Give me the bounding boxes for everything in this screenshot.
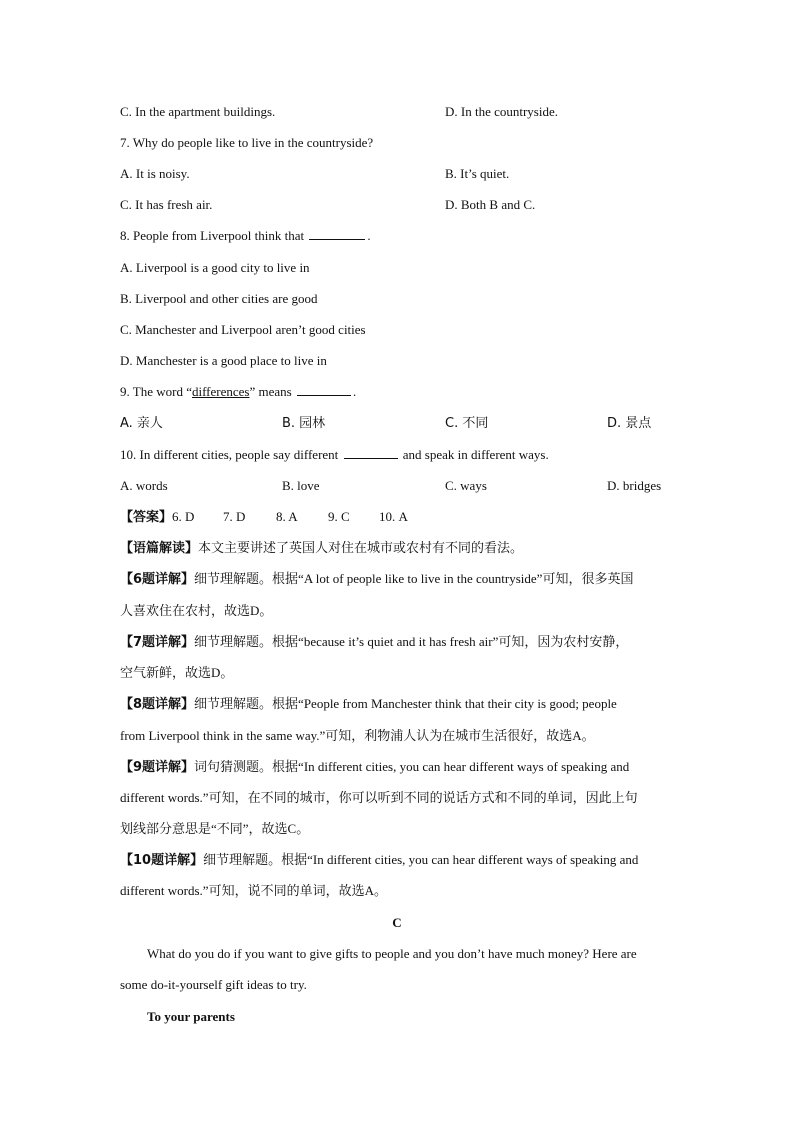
q10-explanation-text: 细节理解题。根据“In different cities, you can hear different ways of speaking and xyxy=(203,852,639,867)
q8-option-c: C. Manchester and Liverpool aren’t good cities xyxy=(120,322,366,337)
q6-explanation-text: 细节理解题。根据“A lot of people like to live in the countryside”可知，很多英国 xyxy=(194,571,634,586)
q8-stem-text: 8. People from Liverpool think that xyxy=(120,228,305,243)
answer-item: 6. D xyxy=(172,509,195,524)
q8-explanation-text: 细节理解题。根据“People from Manchester think that their city is good; people xyxy=(194,696,617,711)
answer-item: 10. A xyxy=(379,509,408,524)
q8-option-d: D. Manchester is a good place to live in xyxy=(120,353,327,368)
passage-paragraph-cont: some do-it-yourself gift ideas to try. xyxy=(120,977,307,992)
q9-option-d: D. 景点 xyxy=(607,416,652,431)
q8-stem-end: . xyxy=(367,228,371,243)
q10-stem-end: and speak in different ways. xyxy=(402,447,549,462)
q6-option-c: C. In the apartment buildings. xyxy=(120,104,276,119)
answer-blank xyxy=(297,384,351,396)
answer-item: 8. A xyxy=(276,509,298,524)
passage-paragraph: What do you do if you want to give gifts to people and you don’t have much money? Here are xyxy=(147,946,637,961)
q9-stem-mid: ” means xyxy=(249,384,292,399)
q7-explanation-label: 【7题详解】 xyxy=(120,635,195,650)
passage-subheading: To your parents xyxy=(147,1009,235,1024)
answer-key xyxy=(120,509,408,526)
intro-text: 本文主要讲述了英国人对住在城市或农村有不同的看法。 xyxy=(198,541,524,556)
q10-stem-text: 10. In different cities, people say different xyxy=(120,447,339,462)
q9-underlined-word: differences xyxy=(191,384,250,399)
q9-explanation-cont: 划线部分意思是“不同”，故选C。 xyxy=(120,821,310,836)
q8-option-b: B. Liverpool and other cities are good xyxy=(120,291,318,306)
q8-explanation-label: 【8题详解】 xyxy=(120,697,195,712)
q10-option-a: A. words xyxy=(120,478,168,493)
q8-explanation-cont: from Liverpool think in the same way.”可知，利物浦人认为在城市生活很好，故选A。 xyxy=(120,728,595,743)
q7-option-b: B. It’s quiet. xyxy=(445,166,510,181)
q10-explanation xyxy=(120,852,638,869)
section-heading: C xyxy=(392,915,402,930)
q9-stem-text: 9. The word “ xyxy=(120,384,192,399)
answer-item: 9. C xyxy=(328,509,350,524)
q9-option-b: B. 园林 xyxy=(282,416,326,431)
answer-blank xyxy=(309,228,365,240)
q9-stem-end: . xyxy=(352,384,357,399)
answer-label: 【答案】 xyxy=(120,510,173,525)
q9-explanation-text: 词句猜测题。根据“In different cities, you can hear different ways of speaking and xyxy=(194,759,630,774)
q10-explanation-cont: different words.”可知，说不同的单词，故选A。 xyxy=(120,883,387,898)
q6-option-d: D. In the countryside. xyxy=(445,104,559,119)
q9-explanation xyxy=(120,759,629,776)
q7-explanation-text: 细节理解题。根据“because it’s quiet and it has fresh air”可知，因为农村安静， xyxy=(194,634,629,649)
intro-label: 【语篇解读】 xyxy=(120,541,199,556)
q8-explanation xyxy=(120,696,617,713)
q8-stem xyxy=(120,228,371,244)
q10-option-b: B. love xyxy=(282,478,320,493)
q6-explanation-cont: 人喜欢住在农村，故选D。 xyxy=(120,603,273,618)
q7-explanation-cont: 空气新鲜，故选D。 xyxy=(120,665,234,680)
answer-item: 7. D xyxy=(223,509,246,524)
q10-option-d: D. bridges xyxy=(607,478,662,493)
q6-explanation xyxy=(120,571,633,588)
q10-stem xyxy=(120,447,549,463)
q7-explanation xyxy=(120,634,628,651)
answer-blank xyxy=(344,447,398,459)
q7-option-c: C. It has fresh air. xyxy=(120,197,213,212)
q9-option-c: C. 不同 xyxy=(445,416,489,431)
q7-option-d: D. Both B and C. xyxy=(445,197,536,212)
passage-intro xyxy=(120,540,523,557)
q10-explanation-label: 【10题详解】 xyxy=(120,853,204,868)
q9-stem xyxy=(120,384,356,400)
q9-explanation-cont: different words.”可知，在不同的城市，你可以听到不同的说话方式和不同的单词，因此上句 xyxy=(120,790,638,805)
q10-option-c: C. ways xyxy=(445,478,487,493)
q9-explanation-label: 【9题详解】 xyxy=(120,760,195,775)
q7-stem: 7. Why do people like to live in the countryside? xyxy=(120,135,374,150)
q7-option-a: A. It is noisy. xyxy=(120,166,190,181)
q6-explanation-label: 【6题详解】 xyxy=(120,572,195,587)
q8-option-a: A. Liverpool is a good city to live in xyxy=(120,260,310,275)
q9-option-a: A. 亲人 xyxy=(120,416,163,431)
